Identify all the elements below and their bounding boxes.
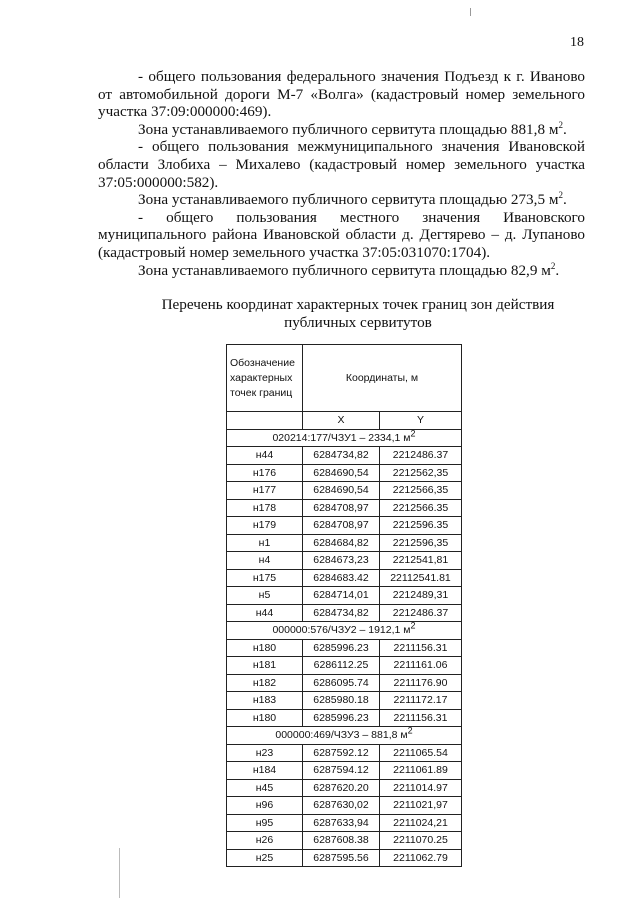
point-cell: н180: [227, 639, 303, 657]
x-cell: 6284734,82: [303, 447, 380, 465]
header-line: Обозначение: [230, 356, 295, 369]
table-row: [227, 464, 462, 482]
x-cell: 6285996.23: [303, 639, 380, 657]
y-cell: 2212566,35: [380, 482, 462, 500]
header-line: точек границ: [230, 386, 293, 399]
table-title: [98, 296, 618, 332]
header-x: X: [303, 412, 380, 430]
header-line: характерных: [230, 371, 293, 384]
y-cell: 2212566.35: [380, 499, 462, 517]
x-cell: 6284714,01: [303, 587, 380, 605]
section-title-text: 000000:469/ЧЗУ3 – 881,8 м: [275, 729, 408, 742]
section-title: [227, 429, 462, 447]
line-text: - общего пользования федерального значения Подъезд к г. Иваново: [138, 68, 585, 85]
table-row: [227, 517, 462, 535]
section-title: [227, 727, 462, 745]
table-row: [227, 657, 462, 675]
table-row: [227, 604, 462, 622]
table-row: [227, 849, 462, 867]
point-cell: н5: [227, 587, 303, 605]
section-title-text: 000000:576/ЧЗУ2 – 1912,1 м: [272, 624, 411, 637]
y-cell: 2212596.35: [380, 517, 462, 535]
table-row: [227, 569, 462, 587]
line-text: - общего пользования межмуниципального значения Ивановской: [138, 138, 585, 156]
y-cell: 2211021,97: [380, 797, 462, 815]
text-line: [98, 244, 585, 262]
table-row: [227, 744, 462, 762]
y-cell: 2212562,35: [380, 464, 462, 482]
line-end: .: [555, 261, 560, 279]
section-title: [227, 622, 462, 640]
table-row: [227, 832, 462, 850]
point-cell: н175: [227, 569, 303, 587]
title-line: Перечень координат характерных точек границ зон действия: [161, 296, 555, 313]
header-y: Y: [380, 412, 462, 430]
point-cell: н95: [227, 814, 303, 832]
line-end: .: [562, 120, 567, 138]
table-row: [227, 762, 462, 780]
y-cell: 2211065.54: [380, 744, 462, 762]
x-cell: 6287633,94: [303, 814, 380, 832]
section-row: [227, 727, 462, 745]
y-cell: 2211176.90: [380, 674, 462, 692]
point-cell: н181: [227, 657, 303, 675]
point-cell: н178: [227, 499, 303, 517]
point-cell: н183: [227, 692, 303, 710]
text-line: [98, 121, 585, 139]
x-cell: 6287630,02: [303, 797, 380, 815]
point-cell: н182: [227, 674, 303, 692]
text-line: [98, 68, 585, 86]
point-cell: н25: [227, 849, 303, 867]
x-cell: 6287595.56: [303, 849, 380, 867]
superscript: 2: [558, 119, 563, 130]
y-cell: 2211161.06: [380, 657, 462, 675]
y-cell: 2212541,81: [380, 552, 462, 570]
point-cell: н96: [227, 797, 303, 815]
y-cell: 22112541.81: [380, 569, 462, 587]
coordinates-table: [226, 344, 462, 867]
superscript: 2: [407, 725, 413, 736]
title-line: публичных сервитутов: [284, 314, 432, 331]
y-cell: 2211172.17: [380, 692, 462, 710]
table-row: [227, 534, 462, 552]
table-row: [227, 552, 462, 570]
x-cell: 6284683.42: [303, 569, 380, 587]
superscript: 2: [558, 190, 563, 201]
header-coordinates: Координаты, м: [303, 345, 462, 412]
y-cell: 2211062.79: [380, 849, 462, 867]
y-cell: 2212489,31: [380, 587, 462, 605]
point-cell: н177: [227, 482, 303, 500]
line-text: муниципального района Ивановской области д. Дегтярево – д. Лупаново: [98, 226, 585, 244]
line-text: участка 37:09:000000:469).: [98, 103, 272, 121]
text-line: [98, 226, 585, 244]
point-cell: н45: [227, 779, 303, 797]
point-cell: н4: [227, 552, 303, 570]
point-cell: н1: [227, 534, 303, 552]
x-cell: 6284708,97: [303, 517, 380, 535]
line-text: Зона устанавливаемого публичного сервитута площадью 82,9 м: [138, 261, 551, 279]
x-cell: 6285980.18: [303, 692, 380, 710]
y-cell: 2211014.97: [380, 779, 462, 797]
line-text: - общего пользования местного значения Ивановского: [138, 208, 585, 226]
section-row: [227, 622, 462, 640]
x-cell: 6284673,23: [303, 552, 380, 570]
scan-mark: [470, 8, 471, 16]
point-cell: н176: [227, 464, 303, 482]
superscript: 2: [410, 620, 416, 631]
text-line: [98, 262, 585, 280]
y-cell: 2211156.31: [380, 709, 462, 727]
text-line: [98, 174, 585, 192]
table-row: [227, 797, 462, 815]
point-cell: н23: [227, 744, 303, 762]
y-cell: 2211061.89: [380, 762, 462, 780]
x-cell: 6286112.25: [303, 657, 380, 675]
superscript: 2: [550, 260, 556, 271]
line-text: (кадастровый номер земельного участка 37:05:031070:1704).: [98, 243, 491, 261]
x-cell: 6284690,54: [303, 482, 380, 500]
y-cell: 2212486.37: [380, 604, 462, 622]
table-row: [227, 674, 462, 692]
line-text: области Злобиха – Михалево (кадастровый номер земельного участка: [98, 155, 585, 173]
line-text: от автомобильной дороги М-7 «Волга» (кадастровый номер земельного: [98, 85, 585, 103]
x-cell: 6284708,97: [303, 499, 380, 517]
table-row: [227, 814, 462, 832]
table-row: [227, 587, 462, 605]
header-point-designation: [227, 345, 303, 412]
y-cell: 2212596,35: [380, 534, 462, 552]
line-text: Зона устанавливаемого публичного сервитута площадью 273,5 м: [138, 191, 559, 209]
y-cell: 2212486.37: [380, 447, 462, 465]
x-cell: 6286095.74: [303, 674, 380, 692]
line-text: Зона устанавливаемого публичного сервитута площадью 881,8 м: [138, 120, 559, 138]
x-cell: 6284684,82: [303, 534, 380, 552]
scan-mark: [119, 848, 120, 898]
header-empty: [227, 412, 303, 430]
table-row: [227, 447, 462, 465]
superscript: 2: [410, 428, 416, 439]
x-cell: 6284734,82: [303, 604, 380, 622]
table-row: [227, 482, 462, 500]
point-cell: н44: [227, 447, 303, 465]
text-line: [98, 156, 585, 174]
section-title-text: 020214:177/ЧЗУ1 – 2334,1 м: [272, 431, 411, 444]
x-cell: 6287608.38: [303, 832, 380, 850]
text-line: [98, 103, 585, 121]
table-row: [227, 499, 462, 517]
x-cell: 6287594.12: [303, 762, 380, 780]
point-cell: н179: [227, 517, 303, 535]
y-cell: 2211070.25: [380, 832, 462, 850]
x-cell: 6287592.12: [303, 744, 380, 762]
table-row: [227, 709, 462, 727]
point-cell: н26: [227, 832, 303, 850]
text-line: [98, 209, 585, 227]
x-cell: 6284690,54: [303, 464, 380, 482]
table-row: [227, 779, 462, 797]
point-cell: н44: [227, 604, 303, 622]
table-row: [227, 692, 462, 710]
x-cell: 6287620.20: [303, 779, 380, 797]
point-cell: н180: [227, 709, 303, 727]
text-line: [98, 191, 585, 209]
text-line: [98, 86, 585, 104]
table-header-row: [227, 345, 462, 412]
line-end: .: [562, 191, 567, 209]
line-text: 37:05:000000:582).: [98, 173, 219, 191]
x-cell: 6285996.23: [303, 709, 380, 727]
section-row: [227, 429, 462, 447]
page-number: 18: [570, 35, 584, 50]
y-cell: 2211156.31: [380, 639, 462, 657]
table-axis-row: [227, 412, 462, 430]
table-row: [227, 639, 462, 657]
body-text: [98, 68, 585, 279]
text-line: [98, 138, 585, 156]
point-cell: н184: [227, 762, 303, 780]
y-cell: 2211024,21: [380, 814, 462, 832]
